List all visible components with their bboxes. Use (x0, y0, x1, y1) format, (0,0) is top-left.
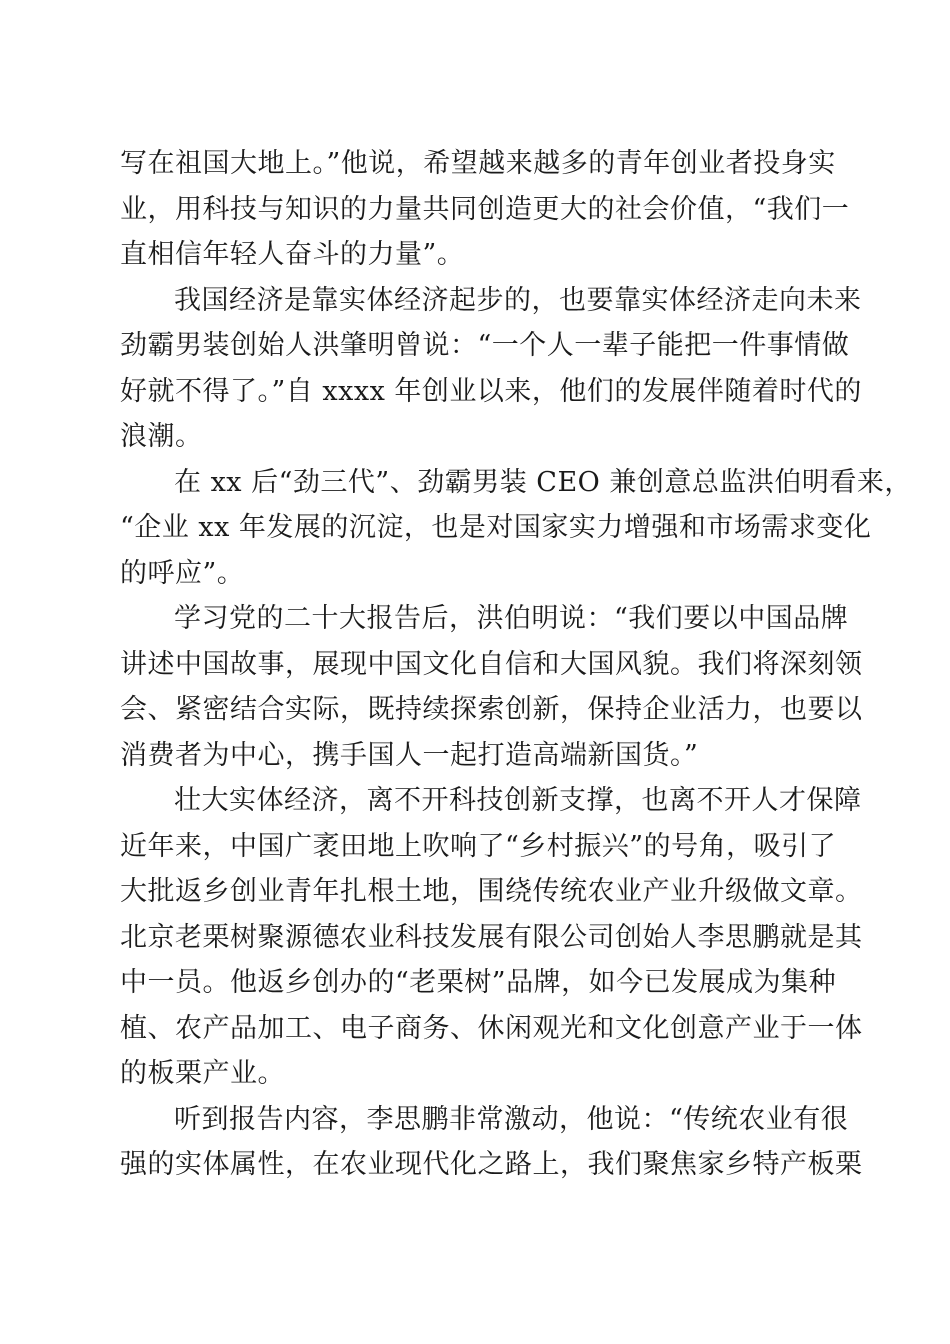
text-line: 直相信年轻人奋斗的力量”。 (120, 239, 465, 270)
text-line: 听到报告内容，李思鹏非常激动，他说：“传统农业有很 (174, 1103, 849, 1135)
text-line: 在 xx 后“劲三代”、劲霸男装 CEO 兼创意总监洪伯明看来， (174, 466, 912, 498)
text-line: 北京老栗树聚源德农业科技发展有限公司创始人李思鹏就是其 (120, 921, 863, 953)
text-line: 强的实体属性，在农业现代化之路上，我们聚焦家乡特产板栗 (120, 1149, 863, 1180)
text-line: 写在祖国大地上。”他说，希望越来越多的青年创业者投身实 (120, 148, 836, 179)
text-line: 植、农产品加工、电子商务、休闲观光和文化创意产业于一体 (120, 1012, 863, 1044)
text-line: 近年来，中国广袤田地上吹响了“乡村振兴”的号角，吸引了 (120, 830, 837, 862)
text-line: 好就不得了。”自 xxxx 年创业以来，他们的发展伴随着时代的 (120, 375, 862, 407)
text-line: 劲霸男装创始人洪肇明曾说：“一个人一辈子能把一件事情做 (120, 330, 850, 361)
text-line: 业，用科技与知识的力量共同创造更大的社会价值，“我们一 (120, 193, 850, 225)
text-line: 我国经济是靠实体经济起步的，也要靠实体经济走向未来 (174, 284, 862, 316)
text-line: 学习党的二十大报告后，洪伯明说：“我们要以中国品牌 (174, 603, 849, 634)
body-text (120, 141, 912, 1188)
text-line: 讲述中国故事，展现中国文化自信和大国风貌。我们将深刻领 (120, 648, 863, 680)
text-line: 中一员。他返乡创办的“老栗树”品牌，如今已发展成为集种 (120, 967, 837, 998)
text-line: 会、紧密结合实际，既持续探索创新，保持企业活力，也要以 (120, 694, 863, 725)
text-line: 壮大实体经济，离不开科技创新支撑，也离不开人才保障 (174, 785, 862, 816)
text-line: 浪潮。 (120, 421, 203, 452)
text-line: 大批返乡创业青年扎根土地，围绕传统农业产业升级做文章。 (120, 876, 863, 907)
text-line: 的板栗产业。 (120, 1058, 285, 1089)
text-line: 消费者为中心，携手国人一起打造高端新国货。” (120, 739, 699, 771)
text-line: “企业 xx 年发展的沉淀，也是对国家实力增强和市场需求变化 (120, 512, 872, 543)
text-line: 的呼应”。 (120, 557, 245, 589)
